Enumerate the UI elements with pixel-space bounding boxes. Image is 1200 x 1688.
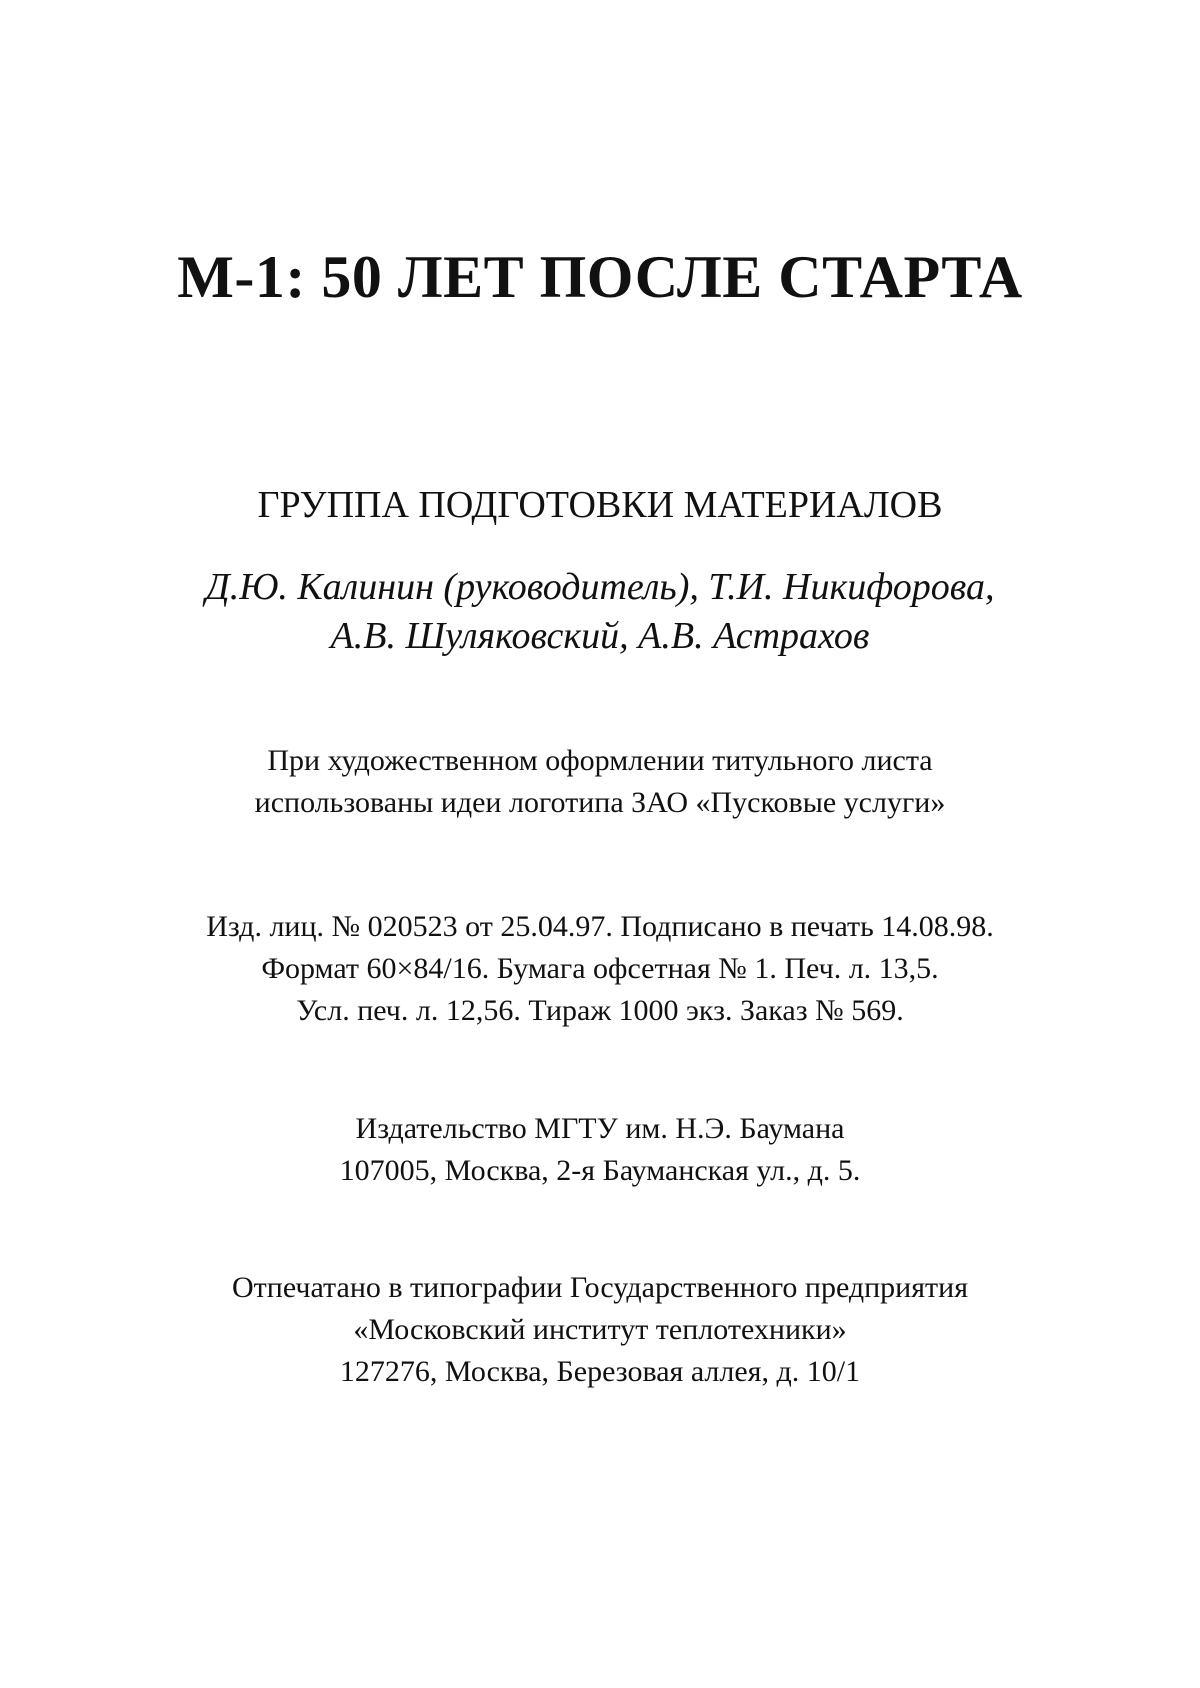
- group-heading: ГРУППА ПОДГОТОВКИ МАТЕРИАЛОВ: [257, 484, 943, 526]
- printer-line-1: Отпечатано в типографии Государственного предприятия: [232, 1271, 968, 1304]
- authors-line-1: Д.Ю. Калинин (руководитель), Т.И. Никифорова,: [205, 566, 995, 608]
- publisher-name: Издательство МГТУ им. Н.Э. Баумана: [355, 1112, 845, 1145]
- page-title: М-1: 50 ЛЕТ ПОСЛЕ СТАРТА: [177, 244, 1023, 310]
- printer-address: 127276, Москва, Березовая аллея, д. 10/1: [339, 1355, 861, 1388]
- imprint-line-1: Изд. лиц. № 020523 от 25.04.97. Подписано в печать 14.08.98.: [206, 910, 994, 943]
- imprint-line-3: Усл. печ. л. 12,56. Тираж 1000 экз. Заказ № 569.: [296, 994, 904, 1027]
- printer-line-2: «Московский институт теплотехники»: [353, 1313, 847, 1346]
- authors-line-2: А.В. Шуляковский, А.В. Астрахов: [330, 615, 870, 657]
- imprint-line-2: Формат 60×84/16. Бумага офсетная № 1. Печ. л. 13,5.: [261, 952, 939, 985]
- publisher-address: 107005, Москва, 2-я Бауманская ул., д. 5.: [339, 1154, 861, 1187]
- design-note-line-1: При художественном оформлении титульного листа: [267, 744, 933, 777]
- design-note-line-2: использованы идеи логотипа ЗАО «Пусковые услуги»: [254, 786, 946, 819]
